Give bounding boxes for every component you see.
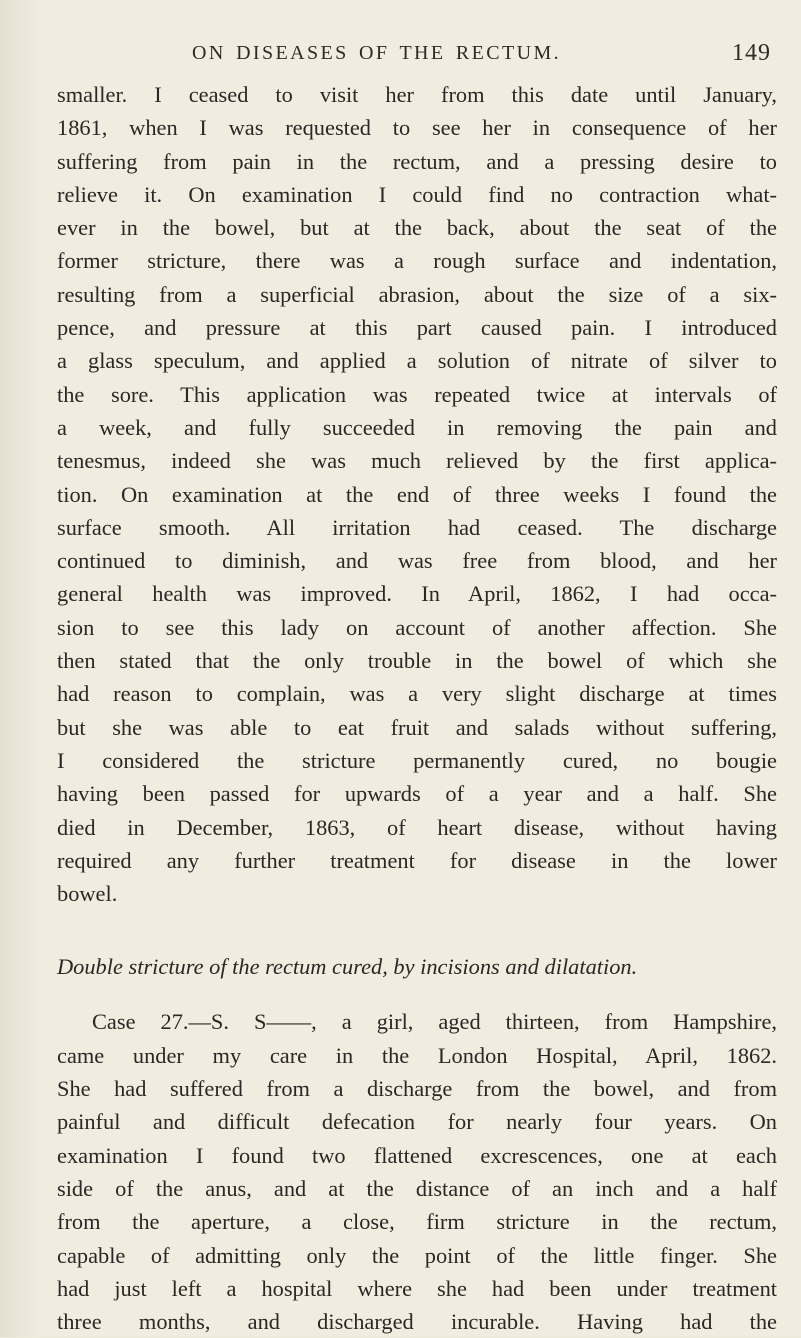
text-line: 1861, when I was requested to see her in consequence of her — [57, 115, 777, 141]
text-line: ever in the bowel, but at the back, about the seat of the — [57, 215, 777, 241]
text-line: came under my care in the London Hospital, April, 1862. — [57, 1042, 777, 1068]
text-line: I considered the stricture permanently cured, no bougie — [57, 747, 777, 773]
text-line: had just left a hospital where she had been under treatment — [57, 1275, 777, 1301]
running-head — [0, 42, 801, 72]
running-title: ON DISEASES OF THE RECTUM. — [192, 42, 562, 64]
text-line: bowel. — [57, 881, 118, 907]
text-line: Case 27.—S. S——, a girl, aged thirteen, from Hampshire, — [92, 1009, 777, 1035]
paragraph-continued — [57, 78, 777, 910]
text-line: sion to see this lady on account of another affection. She — [57, 614, 777, 640]
text-line: smaller. I ceased to visit her from this date until January, — [57, 82, 777, 107]
text-line: a week, and fully succeeded in removing the pain and — [57, 414, 777, 440]
text-line: She had suffered from a discharge from the bowel, and from — [57, 1076, 777, 1102]
section-heading: Double stricture of the rectum cured, by incisions and dilatation. — [57, 954, 638, 980]
page-number: 149 — [732, 40, 771, 66]
text-line: capable of admitting only the point of the little finger. She — [57, 1242, 777, 1268]
text-line: continued to diminish, and was free from blood, and her — [57, 548, 777, 574]
text-line: the sore. This application was repeated twice at intervals of — [57, 381, 777, 407]
text-line: general health was improved. In April, 1862, I had occa- — [57, 581, 777, 607]
spacer — [57, 910, 777, 950]
text-line: three months, and discharged incurable. Having had the — [57, 1309, 777, 1335]
text-line: tenesmus, indeed she was much relieved by the first applica- — [57, 448, 777, 474]
text-line: had reason to complain, was a very slight discharge at times — [57, 681, 777, 707]
text-line: but she was able to eat fruit and salads without suffering, — [57, 714, 777, 740]
text-line: surface smooth. All irritation had ceased. The discharge — [57, 514, 777, 540]
text-line: tion. On examination at the end of three weeks I found the — [57, 481, 777, 507]
spacer — [57, 983, 777, 1005]
text-line: required any further treatment for disease in the lower — [57, 847, 777, 873]
text-line: having been passed for upwards of a year and a half. She — [57, 781, 777, 807]
case-paragraph — [57, 1005, 777, 1338]
text-line: suffering from pain in the rectum, and a pressing desire to — [57, 148, 777, 174]
text-line: pence, and pressure at this part caused pain. I introduced — [57, 315, 777, 341]
text-line: resulting from a superficial abrasion, about the size of a six- — [57, 281, 777, 307]
text-line: a glass speculum, and applied a solution of nitrate of silver to — [57, 348, 777, 374]
text-line: died in December, 1863, of heart disease, without having — [57, 814, 777, 840]
text-line: relieve it. On examination I could find no contraction what- — [57, 181, 777, 207]
text-line: examination I found two flattened excrescences, one at each — [57, 1142, 777, 1168]
text-line: from the aperture, a close, firm stricture in the rectum, — [57, 1209, 777, 1235]
text-line: painful and difficult defecation for nearly four years. On — [57, 1109, 777, 1135]
text-line: former stricture, there was a rough surface and indentation, — [57, 248, 777, 274]
body-text — [57, 78, 777, 1338]
text-line: then stated that the only trouble in the bowel of which she — [57, 648, 777, 674]
text-line: side of the anus, and at the distance of an inch and a half — [57, 1175, 777, 1201]
